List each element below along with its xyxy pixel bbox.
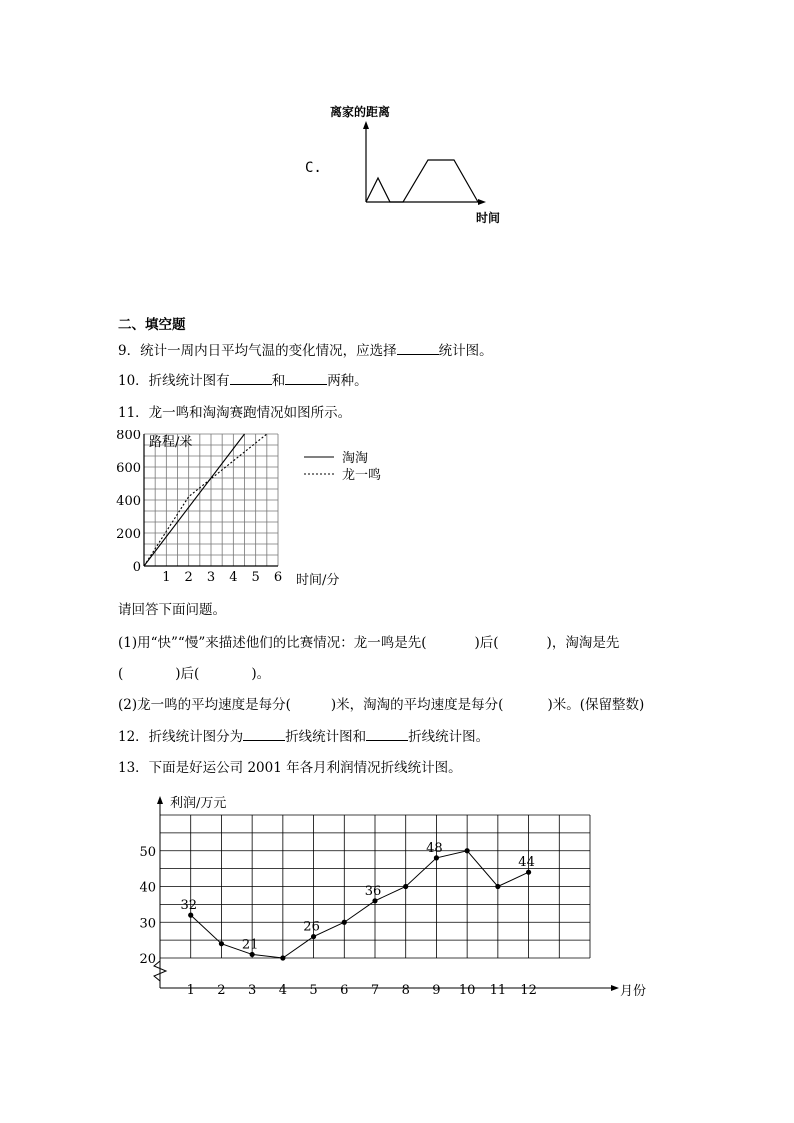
data-point xyxy=(188,913,193,918)
x-tick-label: 3 xyxy=(206,570,216,585)
q11-sub2-text-a: (2)龙一鸣的平均速度是每分( xyxy=(118,697,291,713)
q11-sub2-text-c: )米。(保留整数) xyxy=(547,697,645,713)
option-c-y-label: 离家的距离 xyxy=(330,105,391,119)
x-tick-label: 7 xyxy=(370,983,380,998)
x-tick-label: 4 xyxy=(229,570,238,585)
x-axis-arrow xyxy=(611,985,619,991)
data-label: 26 xyxy=(303,919,320,935)
q12-blank-1[interactable] xyxy=(243,728,285,741)
data-point xyxy=(495,884,500,889)
q10-text-mid: 和 xyxy=(271,373,286,389)
q12-text-mid: 折线统计图和 xyxy=(285,729,367,745)
x-tick-label: 2 xyxy=(184,570,193,585)
q11-sub1-text-f: )。 xyxy=(251,666,271,682)
y-axis-label: 路程/米 xyxy=(149,435,193,450)
x-tick-label: 1 xyxy=(162,570,171,585)
question-12 xyxy=(118,728,489,746)
q11-sub1-text-d: ( xyxy=(118,666,124,682)
q11-sub1-line2 xyxy=(118,665,270,683)
y-tick-label: 40 xyxy=(139,880,156,896)
q9-text-end: 统计图。 xyxy=(438,343,493,359)
question-9 xyxy=(118,342,493,360)
q10-blank-1[interactable] xyxy=(230,372,272,385)
q12-text-end: 折线统计图。 xyxy=(408,729,490,745)
data-point xyxy=(465,848,470,853)
race-chart xyxy=(112,430,412,592)
q12-blank-2[interactable] xyxy=(366,728,408,741)
x-tick-label: 1 xyxy=(186,983,195,998)
q9-blank[interactable] xyxy=(397,342,439,355)
data-point xyxy=(219,941,224,946)
data-point xyxy=(372,898,377,903)
data-label: 21 xyxy=(241,937,259,953)
y-tick-label: 600 xyxy=(116,461,141,476)
q9-text: 9．统计一周内日平均气温的变化情况，应选择 xyxy=(118,343,397,359)
x-tick-label: 5 xyxy=(309,983,318,998)
y-axis-arrow xyxy=(157,796,163,804)
x-axis-label: 时间/分 xyxy=(296,573,340,588)
x-tick-label: 6 xyxy=(340,983,349,998)
q11-prompt: 请回答下面问题。 xyxy=(118,602,226,618)
q11-sub1-text-e: )后( xyxy=(175,666,200,682)
data-point xyxy=(280,955,285,960)
question-10 xyxy=(118,372,368,390)
y-tick-label: 30 xyxy=(139,916,156,932)
x-tick-label: 8 xyxy=(401,983,410,998)
y-tick-label: 200 xyxy=(116,527,141,542)
y-tick-label: 800 xyxy=(116,430,141,443)
option-c-y-arrow xyxy=(363,121,369,129)
option-c-x-label: 时间 xyxy=(476,211,501,225)
y-tick-label: 20 xyxy=(139,952,156,967)
data-point xyxy=(342,920,347,925)
question-11: 11．龙一鸣和淘淘赛跑情况如图所示。 xyxy=(118,405,352,421)
data-point xyxy=(434,855,439,860)
data-label: 32 xyxy=(180,898,197,914)
x-tick-label: 10 xyxy=(458,983,476,998)
data-point xyxy=(526,870,531,875)
x-tick-label: 2 xyxy=(217,983,226,998)
profit-chart xyxy=(130,788,670,1003)
option-c-x-arrow xyxy=(478,199,486,205)
data-point xyxy=(403,884,408,889)
data-point xyxy=(250,952,255,957)
legend-label-1: 淘淘 xyxy=(342,451,369,466)
x-tick-label: 9 xyxy=(432,983,441,998)
q10-blank-2[interactable] xyxy=(285,372,327,385)
q11-sub1-text-b: )后( xyxy=(474,635,499,651)
q11-sub1-text-a: (1)用“快”“慢”来描述他们的比赛情况：龙一鸣是先( xyxy=(118,635,427,651)
q10-text-end: 两种。 xyxy=(327,373,368,389)
q11-sub1-text-c: )，淘淘是先 xyxy=(546,635,620,651)
q11-sub2-text-b: )米，淘淘的平均速度是每分( xyxy=(330,697,504,713)
x-tick-label: 11 xyxy=(489,983,507,998)
section-title: 二、填空题 xyxy=(118,317,186,333)
option-c-letter: C. xyxy=(305,160,322,176)
q11-sub2 xyxy=(118,696,644,714)
y-tick-label: 50 xyxy=(139,844,156,860)
x-tick-label: 6 xyxy=(273,570,283,585)
x-tick-label: 4 xyxy=(278,983,287,998)
q12-text: 12．折线统计图分为 xyxy=(118,729,244,745)
x-tick-label: 5 xyxy=(251,570,260,585)
data-point xyxy=(311,934,316,939)
data-label: 44 xyxy=(518,855,535,871)
q11-sub1-line1 xyxy=(118,634,619,652)
option-c-figure xyxy=(300,100,520,230)
question-13: 13．下面是好运公司 2001 年各月利润情况折线统计图。 xyxy=(118,760,462,776)
y-axis-label: 利润/万元 xyxy=(170,796,227,811)
legend-label-2: 龙一鸣 xyxy=(342,468,382,483)
x-axis-label: 月份 xyxy=(620,984,647,999)
y-tick-label: 0 xyxy=(132,560,141,575)
q10-text: 10．折线统计图有 xyxy=(118,373,230,389)
x-tick-label: 3 xyxy=(248,983,257,998)
option-c-line xyxy=(366,160,478,202)
option-c-graph xyxy=(300,100,520,230)
x-tick-label: 12 xyxy=(520,983,537,998)
data-label: 48 xyxy=(426,840,443,856)
data-label: 36 xyxy=(364,883,382,899)
y-tick-label: 400 xyxy=(116,494,141,509)
